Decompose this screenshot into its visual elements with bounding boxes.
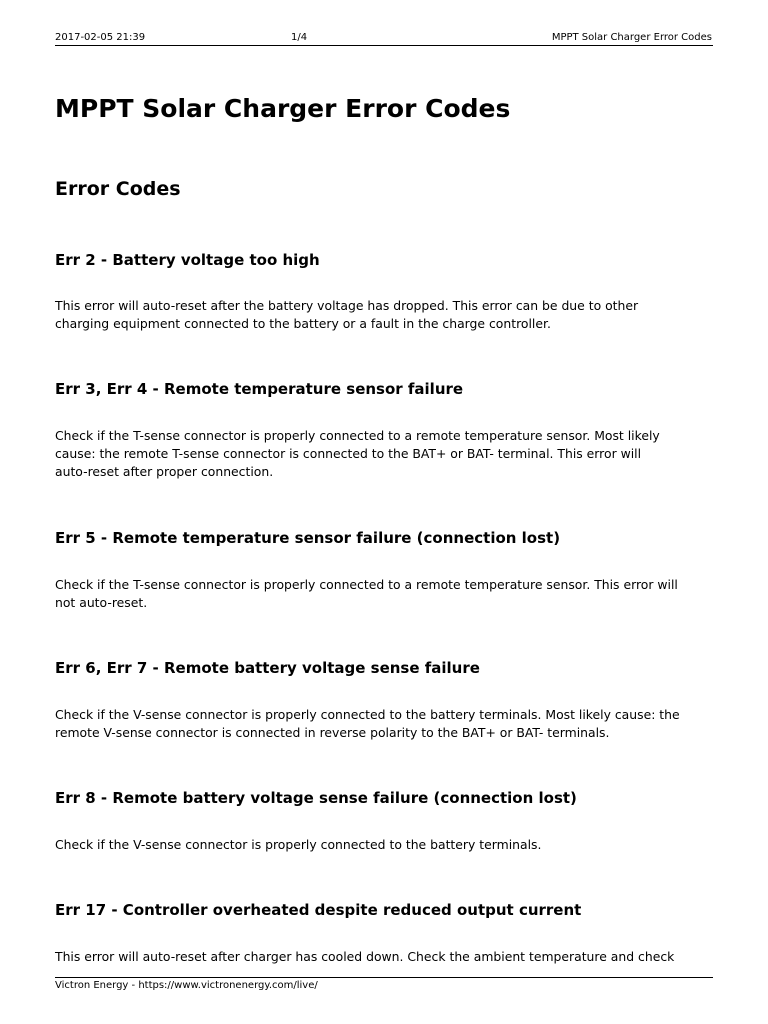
error-description-err-3-4: [55, 427, 713, 481]
description-line: Check if the V-sense connector is properly connected to the battery terminals. Most likely cause: the: [55, 707, 680, 722]
page-footer: [55, 977, 713, 993]
error-description-err-6-7: [55, 706, 713, 742]
header-date: 2017-02-05 21:39: [55, 32, 146, 43]
error-heading-err-3-4: Err 3, Err 4 - Remote temperature sensor failure: [55, 380, 464, 398]
description-line: cause: the remote T-sense connector is connected to the BAT+ or BAT- terminal. This error will: [55, 446, 642, 461]
document-title: MPPT Solar Charger Error Codes: [55, 94, 511, 123]
description-line: This error will auto-reset after the battery voltage has dropped. This error can be due to other: [55, 298, 639, 313]
error-heading-err-5: Err 5 - Remote temperature sensor failure (connection lost): [55, 529, 561, 547]
description-line: This error will auto-reset after charger has cooled down. Check the ambient temperature and check: [55, 949, 675, 964]
header-document-title: MPPT Solar Charger Error Codes: [551, 32, 712, 43]
description-line: Check if the T-sense connector is properly connected to a remote temperature sensor. This error will: [55, 577, 678, 592]
error-heading-err-6-7: Err 6, Err 7 - Remote battery voltage sense failure: [55, 659, 480, 677]
page-header: [55, 31, 713, 46]
error-description-err-17: [55, 948, 713, 966]
description-line: not auto-reset.: [55, 595, 148, 610]
description-line: Check if the V-sense connector is properly connected to the battery terminals.: [55, 837, 542, 852]
footer-text: Victron Energy - https://www.victronenergy.com/live/: [55, 980, 318, 991]
section-title: Error Codes: [55, 178, 181, 200]
error-description-err-8: [55, 836, 713, 854]
description-line: Check if the T-sense connector is properly connected to a remote temperature sensor. Most likely: [55, 428, 660, 443]
header-page-number: 1/4: [291, 32, 308, 43]
error-heading-err-2: Err 2 - Battery voltage too high: [55, 251, 320, 269]
description-line: charging equipment connected to the battery or a fault in the charge controller.: [55, 316, 551, 331]
error-heading-err-17: Err 17 - Controller overheated despite reduced output current: [55, 901, 582, 919]
error-description-err-5: [55, 576, 713, 612]
error-heading-err-8: Err 8 - Remote battery voltage sense failure (connection lost): [55, 789, 577, 807]
description-line: auto-reset after proper connection.: [55, 464, 274, 479]
description-line: remote V-sense connector is connected in reverse polarity to the BAT+ or BAT- terminals.: [55, 725, 610, 740]
error-description-err-2: [55, 297, 713, 333]
